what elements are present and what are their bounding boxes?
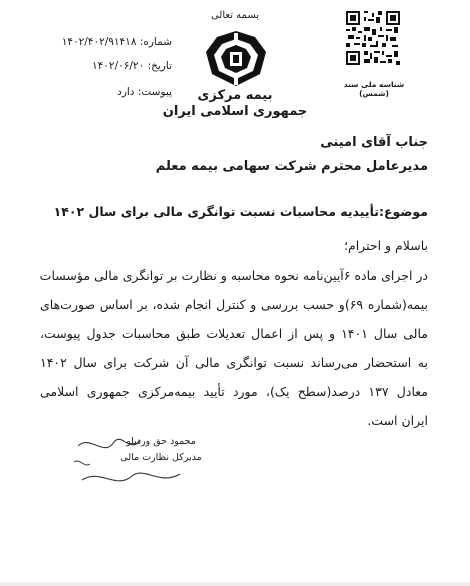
letter-attachment-value: دارد: [117, 86, 135, 98]
body-line: بیمه(شماره ۶۹)و حسب بررسی و کنترل انجام شده، بر اساس صورت‌های: [40, 297, 428, 312]
signatory-title: مدیرکل نظارت مالی: [120, 452, 202, 463]
letter-subject: موضوع:تأییدیه محاسبات نسبت توانگری مالی برای سال ۱۴۰۲: [53, 204, 428, 219]
addressee-title: مدیرعامل محترم شرکت سهامی بیمه معلم: [155, 159, 428, 174]
bismillah-heading: بسمه تعالی: [210, 10, 260, 21]
letter-number: [42, 36, 172, 48]
org-name-line2: جمهوری اسلامی ایران: [162, 104, 308, 119]
letter-attachment: [42, 86, 172, 98]
letter-date-label: تاریخ:: [147, 60, 172, 72]
qr-caption: شناسه ملی سند (شمس): [343, 80, 405, 98]
central-insurance-logo-icon: [200, 30, 272, 88]
letter-date-value: ۱۴۰۲/۰۶/۲۰: [92, 60, 145, 72]
body-line: معادل ۱۳۷ درصد(سطح یک)، مورد تأیید بیمه‌مرکزی جمهوری اسلامی: [40, 384, 428, 399]
letter-greeting: باسلام و احترام؛: [344, 238, 428, 253]
body-line: در اجرای ماده ۶آیین‌نامه نحوه محاسبه و نظارت بر توانگری مالی مؤسسات: [39, 268, 428, 283]
body-line: ایران است.: [367, 413, 428, 428]
letter-number-label: شماره:: [139, 36, 172, 48]
document-qr-code-icon: [346, 11, 400, 65]
signatory-name: محمود حق وردیلو: [126, 436, 196, 447]
letter-date: [42, 60, 172, 72]
org-name-line1: بیمه مرکزی: [197, 88, 273, 103]
page-bottom-edge: [0, 582, 470, 586]
letter-attachment-label: پیوست:: [137, 86, 172, 98]
addressee-name: جناب آقای امینی: [320, 135, 428, 150]
letter-number-value: ۱۴۰۲/۴۰۲/۹۱۴۱۸: [61, 36, 137, 48]
body-line: مالی سال ۱۴۰۱ و پس از اعمال تعدیلات طبق محاسبات جدول پیوست،: [40, 326, 428, 341]
body-line: به استحضار می‌رساند نسبت توانگری مالی آن شرکت برای سال ۱۴۰۲: [40, 355, 428, 370]
